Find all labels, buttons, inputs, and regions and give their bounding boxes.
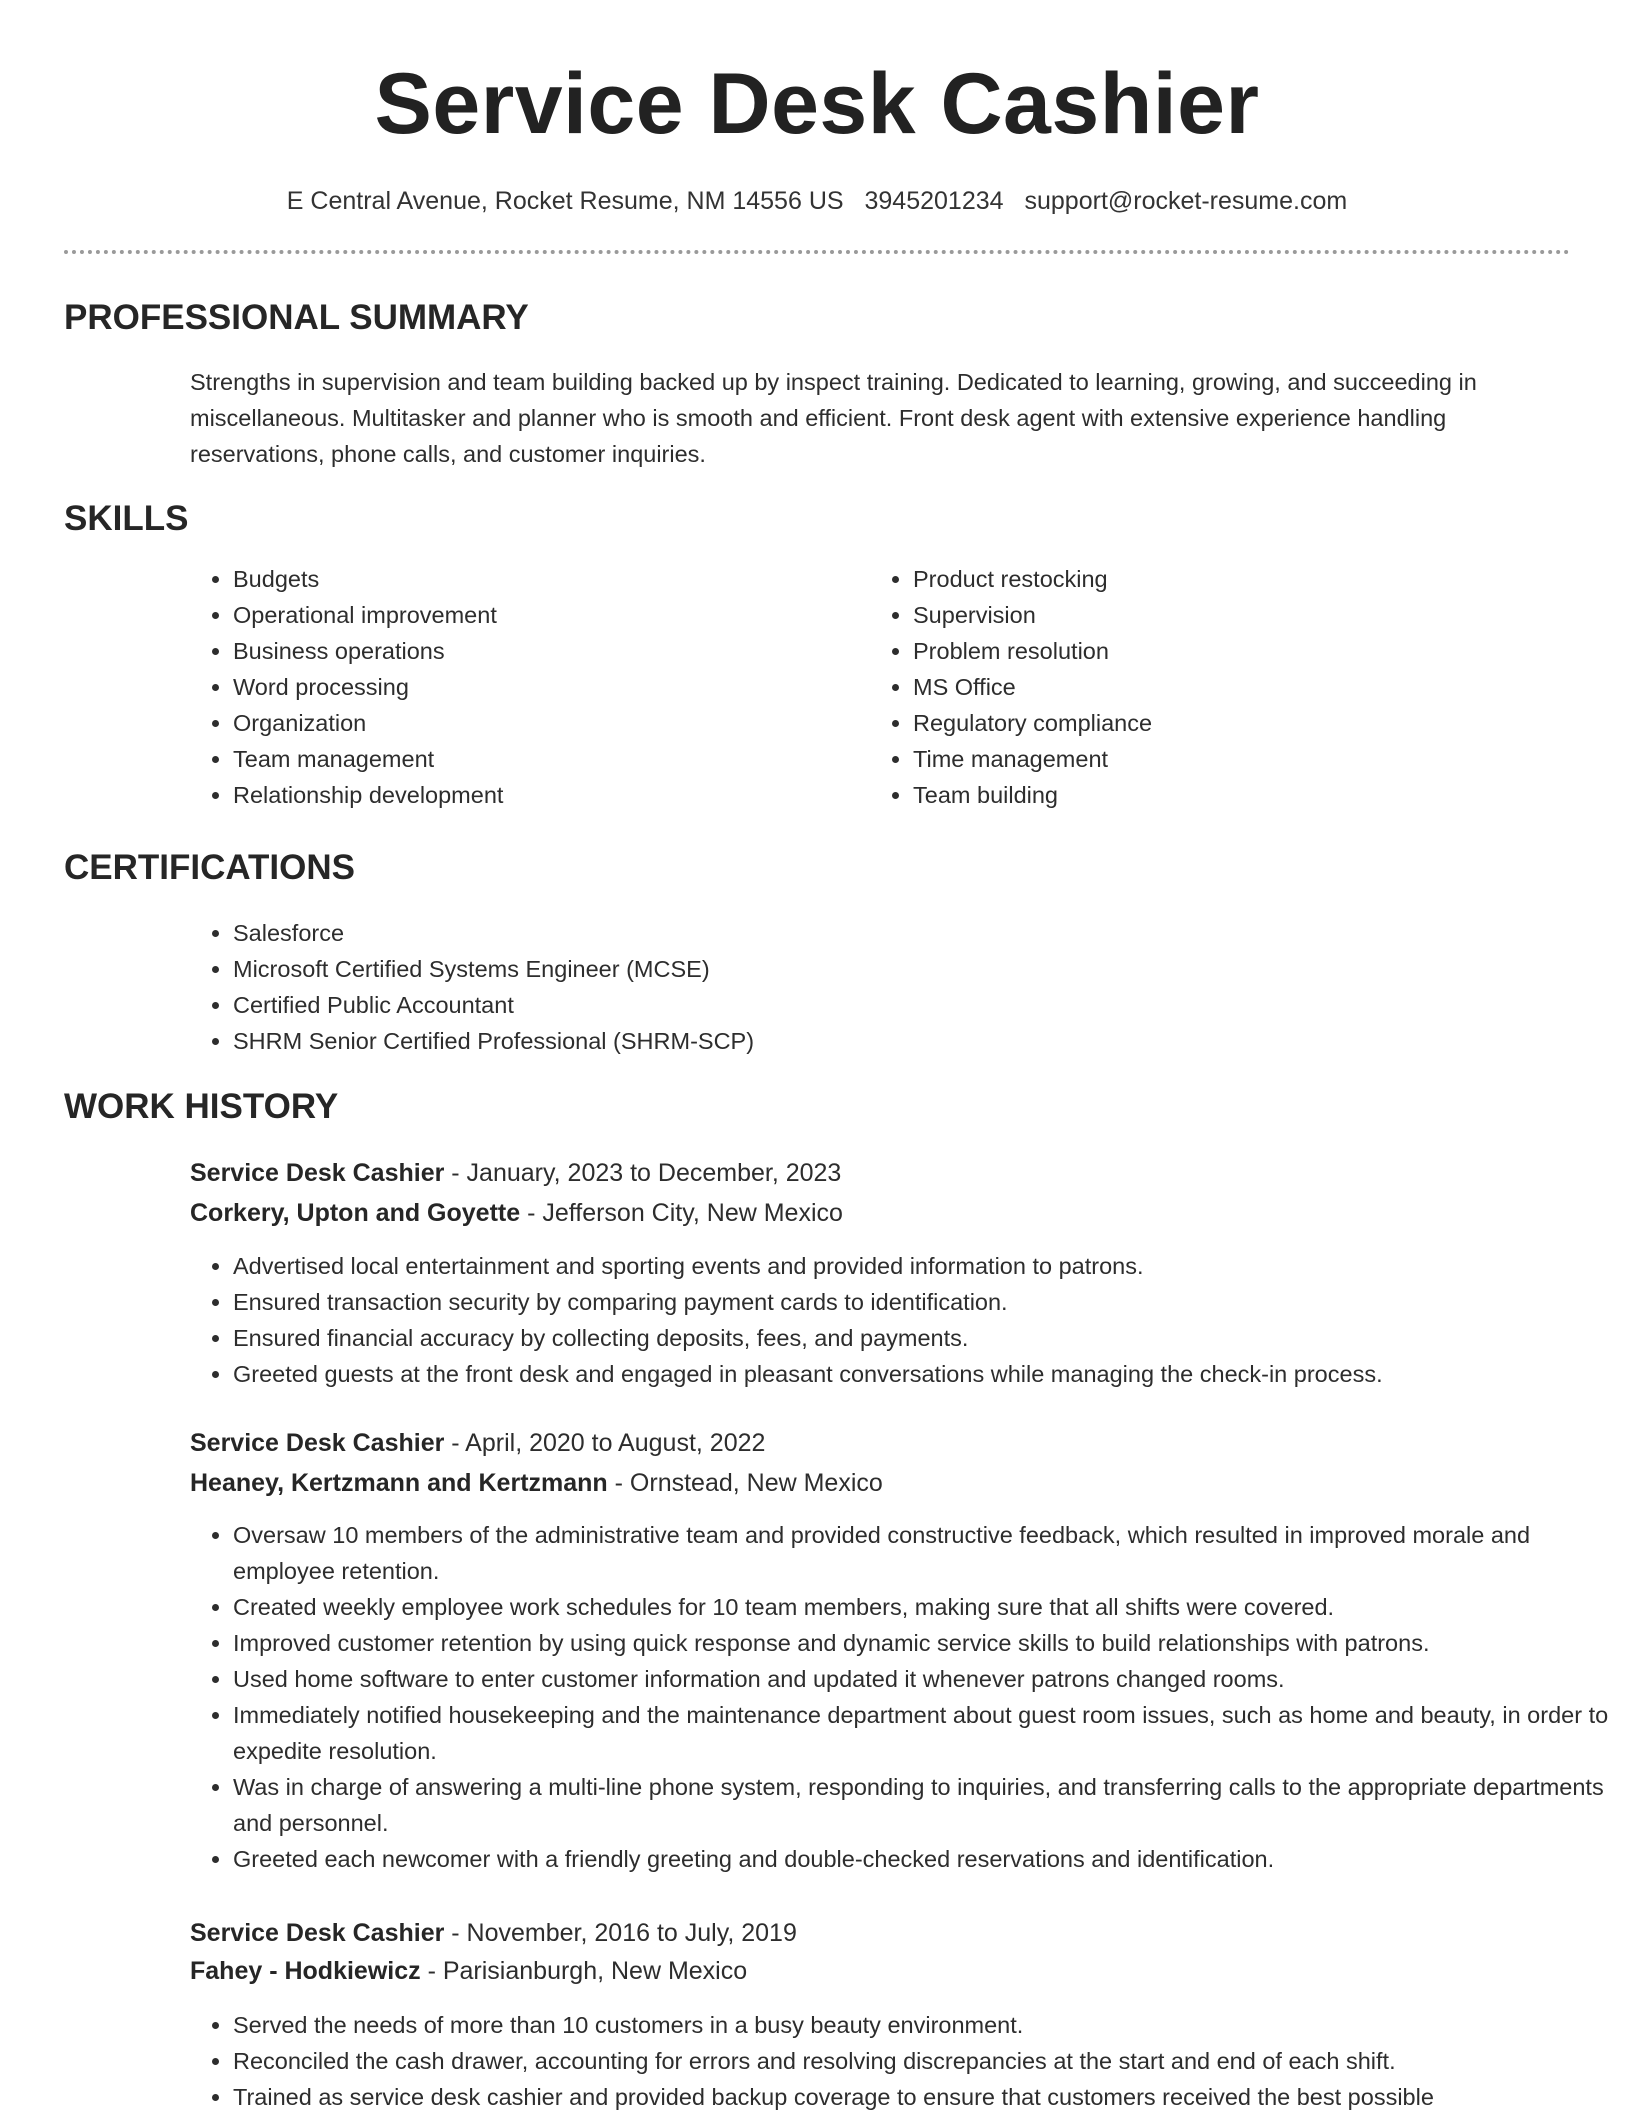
job-bullet: • Ensured financial accuracy by collecting deposits, fees, and payments. [233, 1320, 1613, 1356]
job-bullet: • Advertised local entertainment and sporting events and provided information to patrons. [233, 1248, 1613, 1284]
job-location: - Jefferson City, New Mexico [520, 1199, 843, 1227]
job-role: Service Desk Cashier [190, 1429, 445, 1457]
skills-list-left [190, 561, 873, 813]
job-title-line [190, 1913, 797, 1953]
certification-item: • SHRM Senior Certified Professional (SHRM-SCP) [233, 1023, 1573, 1059]
job-bullets [190, 2007, 1613, 2115]
job-company-line [190, 1463, 883, 1503]
skill-item: • Team management [233, 741, 873, 777]
job-dates: - January, 2023 to December, 2023 [444, 1159, 842, 1187]
section-title-summary: PROFESSIONAL SUMMARY [64, 298, 529, 337]
job-company: Heaney, Kertzmann and Kertzmann [190, 1469, 608, 1497]
job-bullet: • Trained as service desk cashier and provided backup coverage to ensure that customers received the best possible [233, 2079, 1613, 2115]
job-title-line [190, 1423, 765, 1463]
skill-item: • Relationship development [233, 777, 873, 813]
job-location: - Parisianburgh, New Mexico [420, 1957, 748, 1985]
job-bullets [190, 1517, 1613, 1877]
contact-address: E Central Avenue, Rocket Resume, NM 14556 US [286, 187, 844, 215]
job-bullet: • Served the needs of more than 10 customers in a busy beauty environment. [233, 2007, 1613, 2043]
skill-item: • MS Office [913, 669, 1553, 705]
job-bullet: • Reconciled the cash drawer, accounting for errors and resolving discrepancies at the start and end of each shift. [233, 2043, 1613, 2079]
job-company-line [190, 1193, 843, 1233]
skill-item: • Team building [913, 777, 1553, 813]
job-role: Service Desk Cashier [190, 1919, 445, 1947]
contact-line [64, 186, 1570, 216]
skill-item: • Organization [233, 705, 873, 741]
job-dates: - November, 2016 to July, 2019 [444, 1919, 797, 1947]
certification-item: • Certified Public Accountant [233, 987, 1573, 1023]
job-bullet: • Oversaw 10 members of the administrative team and provided constructive feedback, which resulted in improved morale and employee retention. [233, 1517, 1613, 1589]
skill-item: • Budgets [233, 561, 873, 597]
skill-item: • Time management [913, 741, 1553, 777]
resume-page [64, 0, 1609, 2110]
certification-item: • Microsoft Certified Systems Engineer (MCSE) [233, 951, 1573, 987]
section-title-certifications: CERTIFICATIONS [64, 848, 356, 887]
job-dates: - April, 2020 to August, 2022 [444, 1429, 766, 1457]
section-title-work-history: WORK HISTORY [64, 1087, 339, 1126]
job-company-line [190, 1951, 747, 1991]
skills-list-right [870, 561, 1553, 813]
job-bullet: • Improved customer retention by using quick response and dynamic service skills to build relationships with patrons. [233, 1625, 1613, 1661]
resume-name: Service Desk Cashier [374, 56, 1260, 152]
job-bullet: • Immediately notified housekeeping and the maintenance department about guest room issues, such as home and beauty, in order to expedite resolution. [233, 1697, 1613, 1769]
section-title-skills: SKILLS [64, 499, 189, 538]
header-divider [64, 250, 1570, 254]
contact-email: support@rocket-resume.com [1024, 187, 1348, 215]
job-bullet: • Used home software to enter customer information and updated it whenever patrons changed rooms. [233, 1661, 1613, 1697]
job-bullets [190, 1248, 1613, 1392]
certifications-list [190, 915, 1573, 1059]
skill-item: • Word processing [233, 669, 873, 705]
summary-text: Strengths in supervision and team building backed up by inspect training. Dedicated to learning, growing, and succeeding in miscellaneous. Multitasker and planner who is smooth and efficient. Front desk agent with extensive experience handling reservations, phone calls, and customer inquiries. [190, 369, 1477, 467]
contact-phone: 3945201234 [864, 187, 1004, 215]
job-bullet: • Ensured transaction security by comparing payment cards to identification. [233, 1284, 1613, 1320]
job-company: Fahey - Hodkiewicz [190, 1957, 421, 1985]
skill-item: • Problem resolution [913, 633, 1553, 669]
job-location: - Ornstead, New Mexico [607, 1469, 883, 1497]
job-bullet: • Was in charge of answering a multi-line phone system, responding to inquiries, and transferring calls to the appropriate departments and personnel. [233, 1769, 1613, 1841]
job-company: Corkery, Upton and Goyette [190, 1199, 521, 1227]
certification-item: • Salesforce [233, 915, 1573, 951]
skill-item: • Product restocking [913, 561, 1553, 597]
job-role: Service Desk Cashier [190, 1159, 445, 1187]
skill-item: • Regulatory compliance [913, 705, 1553, 741]
skill-item: • Operational improvement [233, 597, 873, 633]
job-bullet: • Created weekly employee work schedules for 10 team members, making sure that all shifts were covered. [233, 1589, 1613, 1625]
job-bullet: • Greeted guests at the front desk and engaged in pleasant conversations while managing the check-in process. [233, 1356, 1613, 1392]
job-title-line [190, 1153, 841, 1193]
job-bullet: • Greeted each newcomer with a friendly greeting and double-checked reservations and identification. [233, 1841, 1613, 1877]
skill-item: • Business operations [233, 633, 873, 669]
skill-item: • Supervision [913, 597, 1553, 633]
